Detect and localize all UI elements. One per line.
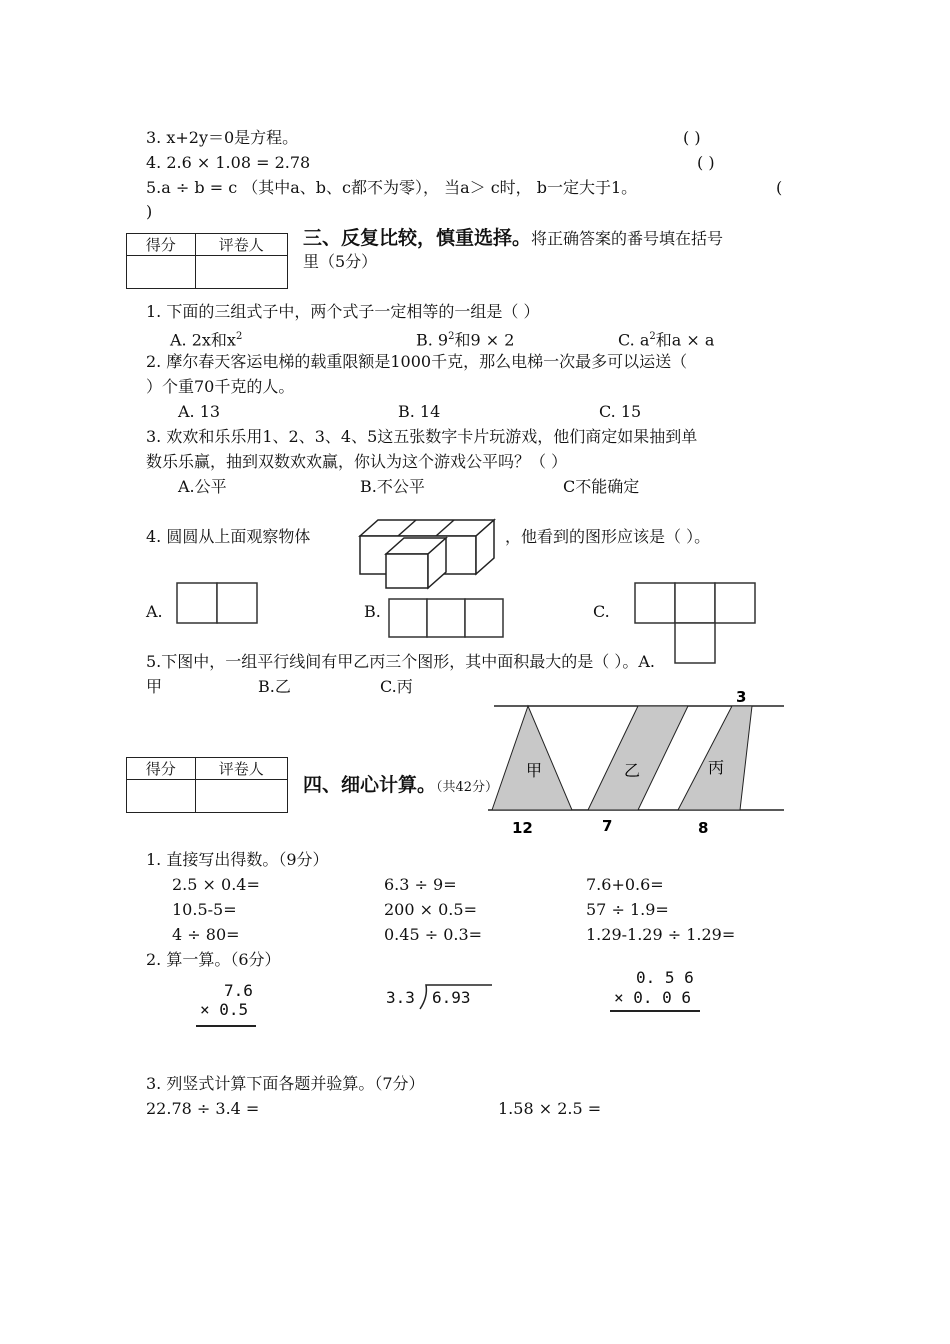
- shape-yi-parallelogram: [588, 706, 688, 810]
- judge-q3: 3. x+2y＝0是方程。: [146, 128, 299, 147]
- label-bing: 丙: [708, 758, 725, 777]
- vertical-mult-1-bottom: × 0.5: [200, 1000, 249, 1019]
- calc-item[interactable]: 6.3 ÷ 9=: [384, 875, 457, 894]
- vertical-mult-1-rule: [196, 1025, 256, 1027]
- section4-title: 四、细心计算。（共42分）: [303, 774, 499, 796]
- calc-q3: 3. 列竖式计算下面各题并验算。（7分）: [146, 1074, 425, 1093]
- label-top-length: 3: [736, 688, 747, 706]
- choice-q3-option-c[interactable]: C不能确定: [563, 477, 640, 496]
- section3-instruction-line2: 里（5分）: [303, 252, 378, 271]
- label-bottom-7: 7: [602, 817, 613, 835]
- choice-q5-line1: 5.下图中，一组平行线间有甲乙丙三个图形，其中面积最大的是（ ）。A.: [146, 652, 655, 671]
- label-bottom-8: 8: [698, 819, 709, 837]
- score-box-section3: [126, 233, 288, 289]
- long-division-divisor: 3.3: [386, 988, 415, 1007]
- calc-q3-item-b[interactable]: 1.58 × 2.5 =: [498, 1099, 602, 1118]
- choice-q5-option-b[interactable]: B.乙: [258, 677, 291, 696]
- choice-q3-option-b[interactable]: B.不公平: [360, 477, 425, 496]
- shape-jia-triangle: [492, 706, 572, 810]
- choice-q1-option-b[interactable]: B. $9^2$和9 × 2: [416, 330, 515, 350]
- calc-q1: 1. 直接写出得数。（9分）: [146, 850, 329, 869]
- score-label: 得分: [127, 234, 196, 256]
- score-label: 得分: [127, 758, 196, 780]
- grader-label: 评卷人: [195, 758, 287, 780]
- choice-q4-option-c-label[interactable]: C.: [593, 602, 610, 621]
- choice-q4-option-b-label[interactable]: B.: [364, 602, 381, 621]
- parallel-lines-figure: [488, 686, 788, 838]
- judge-q4: 4. 2.6 × 1.08 = 2.78: [146, 153, 311, 172]
- vertical-mult-2-rule: [610, 1010, 700, 1012]
- choice-q1-option-a[interactable]: A. 2x和$x^2$: [170, 330, 243, 350]
- grader-cell[interactable]: [195, 780, 287, 813]
- choice-q2-option-c[interactable]: C. 15: [599, 402, 642, 421]
- calc-item[interactable]: 2.5 × 0.4=: [172, 875, 260, 894]
- vertical-mult-2-top: 0. 5 6: [636, 968, 694, 987]
- calc-item[interactable]: 0.45 ÷ 0.3=: [384, 925, 483, 944]
- long-division-dividend: 6.93: [432, 988, 471, 1007]
- grader-label: 评卷人: [195, 234, 287, 256]
- choice-q5-option-a[interactable]: 甲: [146, 677, 163, 696]
- judge-q5-paren-open[interactable]: (: [776, 178, 783, 197]
- choice-q2-line2: ）个重70千克的人。: [146, 377, 295, 396]
- choice-q2-option-b[interactable]: B. 14: [398, 402, 441, 421]
- choice-q3-option-a[interactable]: A.公平: [178, 477, 227, 496]
- judge-q3-answer-paren[interactable]: ( ): [683, 128, 701, 147]
- calc-q2: 2. 算一算。（6分）: [146, 950, 281, 969]
- choice-q1: 1. 下面的三组式子中，两个式子一定相等的一组是（ ）: [146, 302, 540, 321]
- choice-q2-option-a[interactable]: A. 13: [178, 402, 221, 421]
- option-b-three-squares[interactable]: [388, 598, 504, 640]
- calc-item[interactable]: 1.29-1.29 ÷ 1.29=: [586, 925, 736, 944]
- score-cell[interactable]: [127, 256, 196, 289]
- vertical-mult-1-top: 7.6: [224, 981, 253, 1000]
- judge-q4-answer-paren[interactable]: ( ): [697, 153, 715, 172]
- calc-item[interactable]: 10.5-5=: [172, 900, 237, 919]
- section3-title: 三、反复比较，慎重选择。将正确答案的番号填在括号: [303, 227, 724, 249]
- score-cell[interactable]: [127, 780, 196, 813]
- calc-item[interactable]: 4 ÷ 80=: [172, 925, 240, 944]
- calc-item[interactable]: 57 ÷ 1.9=: [586, 900, 669, 919]
- calc-item[interactable]: 7.6+0.6=: [586, 875, 664, 894]
- option-a-two-squares[interactable]: [176, 582, 260, 626]
- label-bottom-12: 12: [512, 819, 533, 837]
- choice-q4-suffix: ，他看到的图形应该是（ ）。: [505, 527, 711, 546]
- cube-stack-figure: [358, 518, 498, 590]
- choice-q3-line1: 3. 欢欢和乐乐用1、2、3、4、5这五张数字卡片玩游戏，他们商定如果抽到单: [146, 427, 698, 446]
- judge-q5-paren-close: ): [146, 202, 153, 221]
- label-jia: 甲: [526, 761, 543, 780]
- vertical-mult-2-bottom: × 0. 0 6: [614, 988, 692, 1007]
- choice-q4-prefix: 4. 圆圆从上面观察物体: [146, 527, 311, 546]
- grader-cell[interactable]: [195, 256, 287, 289]
- choice-q1-option-c[interactable]: C. $a^2$和a × a: [618, 330, 715, 350]
- score-box-section4: [126, 757, 288, 813]
- choice-q2-line1: 2. 摩尔春天客运电梯的载重限额是1000千克，那么电梯一次最多可以运送（: [146, 352, 688, 371]
- choice-q5-option-c[interactable]: C.丙: [380, 677, 413, 696]
- calc-q3-item-a[interactable]: 22.78 ÷ 3.4 =: [146, 1099, 260, 1118]
- calc-item[interactable]: 200 × 0.5=: [384, 900, 477, 919]
- choice-q4-option-a-label[interactable]: A.: [146, 602, 163, 621]
- judge-q5: 5.a ÷ b = c （其中a、b、c都不为零）， 当a＞ c时， b一定大于1。: [146, 178, 638, 197]
- label-yi: 乙: [624, 761, 641, 780]
- choice-q3-line2: 数乐乐赢，抽到双数欢欢赢，你认为这个游戏公平吗？（ ）: [146, 452, 568, 471]
